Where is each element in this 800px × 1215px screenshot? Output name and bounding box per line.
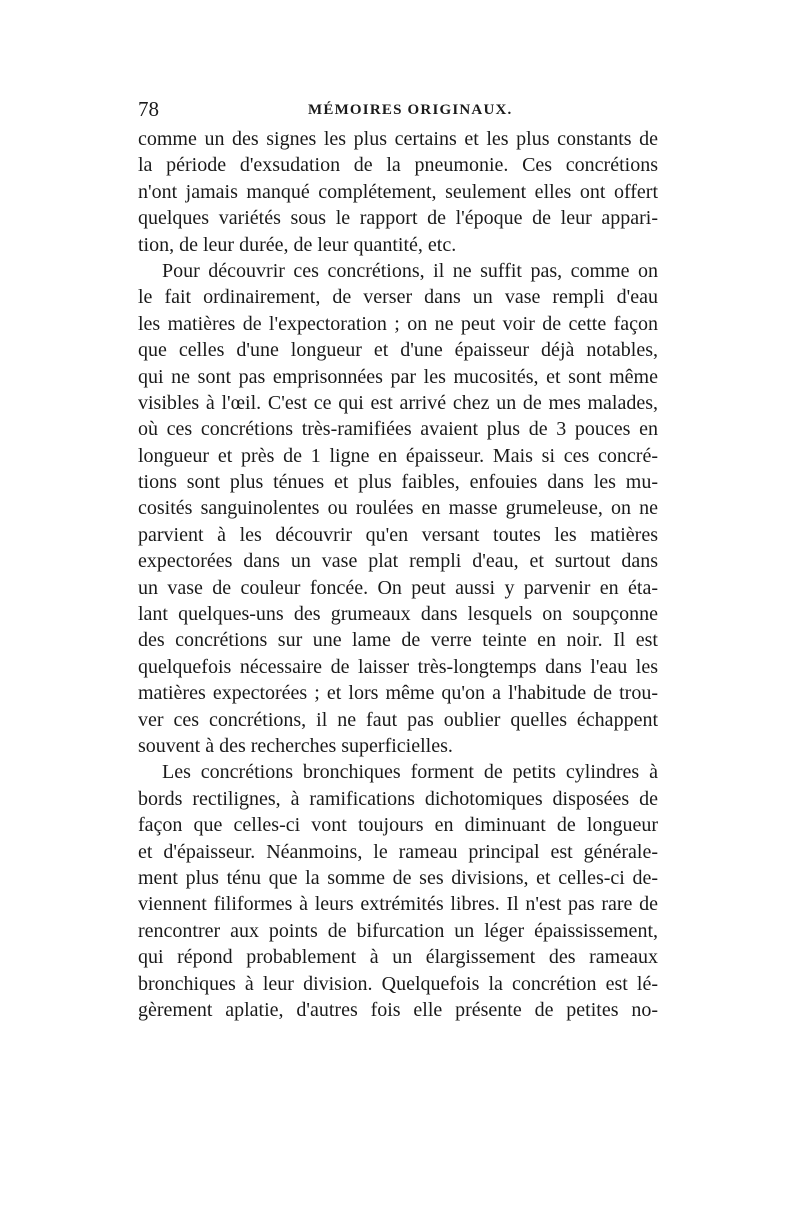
text-line: tion, de leur durée, de leur quantité, etc. [138, 233, 457, 256]
page-number: 78 [138, 97, 159, 121]
page-header [138, 96, 658, 124]
text-line: qui répond probablement à un élargissement des rameaux [138, 946, 658, 969]
text-line: cosités sanguinolentes ou roulées en masse grumeleuse, on ne [138, 497, 658, 520]
text-line: souvent à des recherches superficielles. [138, 734, 453, 757]
text-line: un vase de couleur foncée. On peut aussi y parvenir en éta- [138, 576, 658, 599]
text-line: ment plus ténu que la somme de ses divisions, et celles-ci de- [138, 866, 658, 889]
text-line: comme un des signes les plus certains et les plus constants de [138, 128, 658, 150]
text-line: qui ne sont pas emprisonnées par les mucosités, et sont même [138, 365, 658, 388]
text-line: viennent filiformes à leurs extrémités libres. Il n'est pas rare de [138, 893, 658, 916]
text-line: bords rectilignes, à ramifications dichotomiques disposées de [138, 787, 658, 810]
text-line: quelques variétés sous le rapport de l'époque de leur appari- [138, 207, 658, 230]
text-line: lant quelques-uns des grumeaux dans lesquels on soupçonne [138, 603, 658, 626]
text-line: gèrement aplatie, d'autres fois elle présente de petites no- [138, 998, 658, 1021]
body-text [138, 126, 658, 1023]
text-line: visibles à l'œil. C'est ce qui est arrivé chez un de mes malades, [138, 391, 658, 414]
text-line: où ces concrétions très-ramifiées avaient plus de 3 pouces en [138, 418, 658, 441]
text-line: ver ces concrétions, il ne faut pas oublier quelles échappent [138, 708, 658, 731]
text-line: le fait ordinairement, de verser dans un vase rempli d'eau [138, 286, 658, 309]
text-line: parvient à les découvrir qu'en versant toutes les matières [138, 523, 658, 546]
running-head: MÉMOIRES ORIGINAUX. [308, 102, 513, 118]
text-line: la période d'exsudation de la pneumonie. Ces concrétions [138, 154, 658, 177]
text-line: tions sont plus ténues et plus faibles, enfouies dans les mu- [138, 471, 658, 494]
text-line: Pour découvrir ces concrétions, il ne suffit pas, comme on [162, 259, 658, 282]
text-line: matières expectorées ; et lors même qu'on a l'habitude de trou- [138, 682, 658, 705]
text-line: bronchiques à leur division. Quelquefois la concrétion est lé- [138, 972, 658, 995]
text-line: expectorées dans un vase plat rempli d'eau, et surtout dans [138, 550, 658, 573]
text-line: quelquefois nécessaire de laisser très-longtemps dans l'eau les [138, 655, 658, 678]
text-line: longueur et près de 1 ligne en épaisseur. Mais si ces concré- [138, 444, 658, 467]
text-line: des concrétions sur une lame de verre teinte en noir. Il est [138, 629, 658, 652]
text-line: n'ont jamais manqué complétement, seulement elles ont offert [138, 180, 658, 203]
text-line: que celles d'une longueur et d'une épaisseur déjà notables, [138, 339, 658, 362]
text-line: Les concrétions bronchiques forment de petits cylindres à [162, 761, 658, 784]
text-line: les matières de l'expectoration ; on ne peut voir de cette façon [138, 312, 658, 335]
text-line: et d'épaisseur. Néanmoins, le rameau principal est générale- [138, 840, 658, 863]
text-line: rencontrer aux points de bifurcation un léger épaississement, [138, 919, 658, 942]
text-line: façon que celles-ci vont toujours en diminuant de longueur [138, 814, 658, 837]
